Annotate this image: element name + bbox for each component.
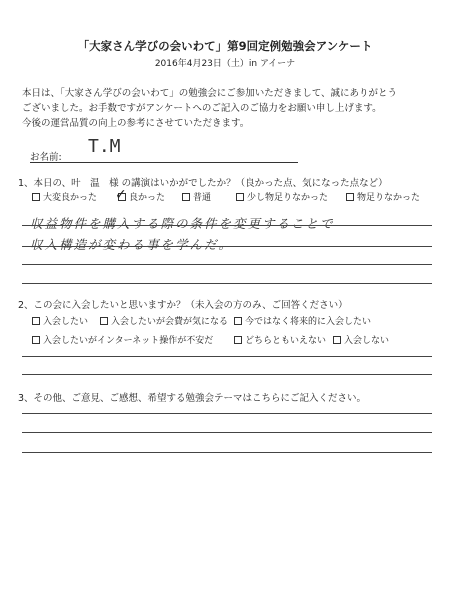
answer-line [22,264,432,265]
q2-option-0[interactable] [32,314,88,327]
q1-option-label: 少し物足りなかった [247,193,329,203]
q2-option-label: 今ではなく将来的に入会したい [245,317,372,327]
checkbox[interactable] [182,193,190,201]
q1-option-label: 物足りなかった [357,193,421,203]
q2-option-label: 入会しない [344,336,390,346]
answer-line [22,452,432,453]
q1-option-4[interactable] [346,190,420,203]
question-1: 1、本日の、叶 温 様 の講演はいかがでしたか？（良かった点、気になった点など） [18,178,388,189]
intro-line-2: ございました。お手数ですがアンケートへのご記入のご協力をお願い申し上げます。 [22,103,382,114]
q2-option-2[interactable] [234,314,371,327]
q2-option-5[interactable] [333,333,389,346]
answer-line [22,356,432,357]
answer-line [22,374,432,375]
q2-option-label: どちらともいえない [245,336,327,346]
name-value[interactable]: T.M [88,136,121,157]
q1-handwritten-answer-1[interactable]: 収益物件を購入する際の条件を変更することで [30,216,335,231]
q1-option-1[interactable] [115,186,166,203]
q2-option-label: 入会したい [43,317,89,327]
q2-option-3[interactable] [32,333,213,346]
answer-line [22,246,432,247]
checkbox[interactable] [346,193,354,201]
q2-option-label: 入会したいがインターネット操作が不安だ [43,336,214,346]
checkbox-checked[interactable] [115,186,127,203]
q2-option-4[interactable] [234,333,326,346]
intro-line-1: 本日は、「大家さん学びの会いわて」の勉強会にご参加いただきまして、誠にありがとう [22,88,398,99]
checkbox[interactable] [234,336,242,344]
form-subtitle: 2016年4月23日（土）in アイーナ [154,59,296,69]
question-2: 2、この会に入会したいと思いますか？（未入会の方のみ、ご回答ください） [18,300,348,311]
q1-handwritten-answer-2[interactable]: 収入構造が変わる事を学んだ。 [30,237,234,252]
q1-option-2[interactable] [182,190,211,203]
checkbox[interactable] [32,317,40,325]
checkbox[interactable] [100,317,108,325]
answer-line [22,413,432,414]
checkmark-icon: ✓ [115,186,127,203]
answer-line [22,432,432,433]
name-label: お名前: [30,152,62,163]
checkbox[interactable] [32,193,40,201]
answer-line [22,283,432,284]
answer-line [22,225,432,226]
checkbox[interactable] [32,336,40,344]
checkbox[interactable] [333,336,341,344]
q1-option-label: 良かった [129,193,166,203]
q1-option-3[interactable] [236,190,328,203]
q1-option-0[interactable] [32,190,97,203]
q1-option-label: 普通 [193,193,212,203]
form-title: 「大家さん学びの会いわて」第9回定例勉強会アンケート [77,39,373,53]
q2-option-label: 入会したいが会費が気になる [111,317,229,327]
q1-option-label: 大変良かった [43,193,98,203]
checkbox[interactable] [236,193,244,201]
q2-option-1[interactable] [100,314,228,327]
checkbox[interactable] [234,317,242,325]
name-underline [30,162,298,163]
question-3: 3、その他、ご意見、ご感想、希望する勉強会テーマはこちらにご記入ください。 [18,393,367,404]
intro-line-3: 今後の運営品質の向上の参考にさせていただきます。 [22,118,250,129]
